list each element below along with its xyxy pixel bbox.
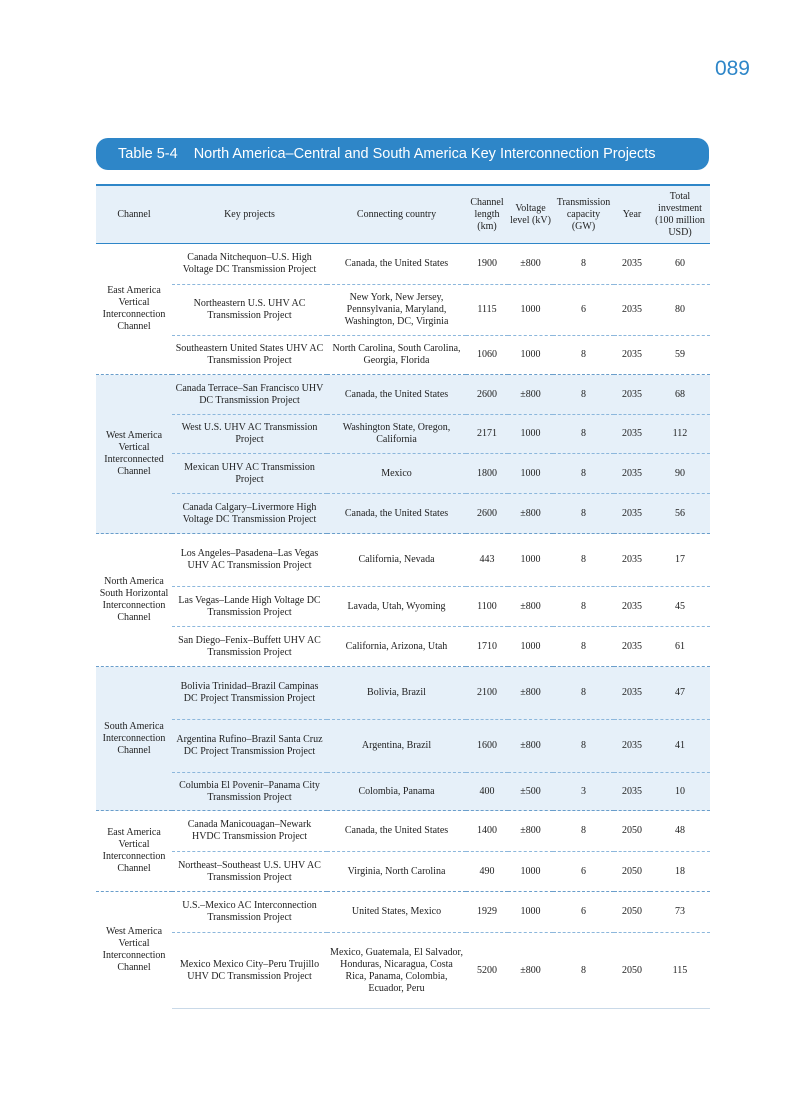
length-cell: 1710 [466,627,508,667]
length-cell: 2600 [466,375,508,415]
country-cell: Canada, the United States [327,811,466,852]
country-cell: Canada, the United States [327,244,466,285]
investment-cell: 68 [650,375,710,415]
year-cell: 2035 [614,336,650,375]
length-cell: 1115 [466,285,508,336]
country-cell: Mexico [327,454,466,494]
project-cell: West U.S. UHV AC Transmission Project [172,415,327,454]
country-cell: North Carolina, South Carolina, Georgia, Florida [327,336,466,375]
table-row [96,494,710,534]
capacity-cell: 8 [553,933,614,1009]
voltage-cell: ±800 [508,667,553,720]
channel-cell: East America Vertical Interconnection Channel [96,244,172,375]
voltage-cell: ±800 [508,494,553,534]
table-row [96,627,710,667]
table-row [96,285,710,336]
length-cell: 1900 [466,244,508,285]
project-cell: Northeast–Southeast U.S. UHV AC Transmission Project [172,852,327,892]
header-year: Year [622,208,642,220]
projects-table [96,184,710,1009]
country-cell: Bolivia, Brazil [327,667,466,720]
voltage-cell: 1000 [508,285,553,336]
country-cell: Canada, the United States [327,375,466,415]
investment-cell: 112 [650,415,710,454]
year-cell: 2050 [614,811,650,852]
project-cell: U.S.–Mexico AC Interconnection Transmission Project [172,892,327,933]
investment-cell: 61 [650,627,710,667]
country-cell: Argentina, Brazil [327,720,466,773]
year-cell: 2035 [614,454,650,494]
country-cell: Virginia, North Carolina [327,852,466,892]
project-cell: Mexican UHV AC Transmission Project [172,454,327,494]
capacity-cell: 8 [553,494,614,534]
project-cell: Canada Nitchequon–U.S. High Voltage DC Transmission Project [172,244,327,285]
investment-cell: 80 [650,285,710,336]
capacity-cell: 8 [553,454,614,494]
investment-cell: 60 [650,244,710,285]
country-cell: Mexico, Guatemala, El Salvador, Honduras, Nicaragua, Costa Rica, Panama, Colombia, Ecuador, Peru [327,933,466,1009]
voltage-cell: 1000 [508,627,553,667]
country-cell: California, Arizona, Utah [327,627,466,667]
length-cell: 2171 [466,415,508,454]
investment-cell: 115 [650,933,710,1009]
country-cell: California, Nevada [327,534,466,587]
capacity-cell: 8 [553,336,614,375]
project-cell: Argentina Rufino–Brazil Santa Cruz DC Project Transmission Project [172,720,327,773]
table-header-row [96,185,710,244]
page-number: 089 [714,57,750,80]
channel-cell: West America Vertical Interconnected Channel [96,375,172,534]
voltage-cell: ±800 [508,811,553,852]
length-cell: 490 [466,852,508,892]
voltage-cell: ±800 [508,933,553,1009]
header-transmission-capacity: Transmission capacity (GW) [556,196,611,232]
capacity-cell: 8 [553,587,614,627]
length-cell: 5200 [466,933,508,1009]
project-cell: Northeastern U.S. UHV AC Transmission Project [172,285,327,336]
length-cell: 2100 [466,667,508,720]
investment-cell: 73 [650,892,710,933]
voltage-cell: ±800 [508,375,553,415]
year-cell: 2035 [614,720,650,773]
year-cell: 2035 [614,415,650,454]
year-cell: 2035 [614,534,650,587]
table-row [96,773,710,811]
investment-cell: 56 [650,494,710,534]
capacity-cell: 8 [553,811,614,852]
capacity-cell: 6 [553,892,614,933]
channel-cell: West America Vertical Interconnection Channel [96,892,172,1009]
length-cell: 400 [466,773,508,811]
capacity-cell: 6 [553,852,614,892]
voltage-cell: 1000 [508,454,553,494]
table-row [96,852,710,892]
table-number: Table 5-4 [118,146,178,162]
table-row [96,811,710,852]
capacity-cell: 8 [553,534,614,587]
project-cell: Canada Calgary–Livermore High Voltage DC Transmission Project [172,494,327,534]
table-row [96,336,710,375]
table-row [96,534,710,587]
length-cell: 1060 [466,336,508,375]
channel-cell: South America Interconnection Channel [96,667,172,811]
year-cell: 2050 [614,933,650,1009]
project-cell: Columbia El Povenir–Panama City Transmission Project [172,773,327,811]
capacity-cell: 3 [553,773,614,811]
channel-cell: East America Vertical Interconnection Channel [96,811,172,892]
table-row [96,587,710,627]
length-cell: 1800 [466,454,508,494]
length-cell: 1929 [466,892,508,933]
project-cell: Las Vegas–Lande High Voltage DC Transmission Project [172,587,327,627]
country-cell: Canada, the United States [327,494,466,534]
header-key-projects: Key projects [224,208,275,220]
length-cell: 1100 [466,587,508,627]
project-cell: Southeastern United States UHV AC Transmission Project [172,336,327,375]
year-cell: 2035 [614,667,650,720]
table-row [96,415,710,454]
table-row [96,720,710,773]
length-cell: 2600 [466,494,508,534]
voltage-cell: 1000 [508,415,553,454]
table-row [96,454,710,494]
header-total-investment: Total investment (100 million USD) [655,190,705,238]
voltage-cell: 1000 [508,892,553,933]
investment-cell: 48 [650,811,710,852]
investment-cell: 17 [650,534,710,587]
voltage-cell: ±500 [508,773,553,811]
header-channel-length: Channel length (km) [470,196,504,232]
header-connecting-country: Connecting country [356,208,437,220]
investment-cell: 47 [650,667,710,720]
project-cell: San Diego–Fenix–Buffett UHV AC Transmission Project [172,627,327,667]
capacity-cell: 8 [553,720,614,773]
table-row [96,667,710,720]
year-cell: 2035 [614,375,650,415]
year-cell: 2035 [614,627,650,667]
header-voltage-level: Voltage level (kV) [510,202,551,226]
header-channel: Channel [117,208,151,220]
project-cell: Canada Terrace–San Francisco UHV DC Transmission Project [172,375,327,415]
table-row [96,375,710,415]
capacity-cell: 8 [553,415,614,454]
country-cell: Lavada, Utah, Wyoming [327,587,466,627]
channel-cell: North America South Horizontal Interconnection Channel [96,534,172,667]
length-cell: 443 [466,534,508,587]
investment-cell: 10 [650,773,710,811]
voltage-cell: ±800 [508,587,553,627]
year-cell: 2035 [614,244,650,285]
table-title-bar [96,138,709,170]
capacity-cell: 8 [553,244,614,285]
country-cell: United States, Mexico [327,892,466,933]
capacity-cell: 6 [553,285,614,336]
year-cell: 2035 [614,773,650,811]
table-row [96,244,710,285]
capacity-cell: 8 [553,627,614,667]
table-row [96,892,710,933]
voltage-cell: ±800 [508,244,553,285]
year-cell: 2035 [614,285,650,336]
capacity-cell: 8 [553,667,614,720]
country-cell: Washington State, Oregon, California [327,415,466,454]
voltage-cell: 1000 [508,852,553,892]
year-cell: 2035 [614,587,650,627]
project-cell: Bolivia Trinidad–Brazil Campinas DC Project Transmission Project [172,667,327,720]
length-cell: 1400 [466,811,508,852]
year-cell: 2050 [614,852,650,892]
table-row [96,933,710,1009]
investment-cell: 90 [650,454,710,494]
year-cell: 2035 [614,494,650,534]
investment-cell: 45 [650,587,710,627]
investment-cell: 59 [650,336,710,375]
length-cell: 1600 [466,720,508,773]
project-cell: Los Angeles–Pasadena–Las Vegas UHV AC Transmission Project [172,534,327,587]
country-cell: Colombia, Panama [327,773,466,811]
year-cell: 2050 [614,892,650,933]
investment-cell: 41 [650,720,710,773]
project-cell: Canada Manicouagan–Newark HVDC Transmission Project [172,811,327,852]
project-cell: Mexico Mexico City–Peru Trujillo UHV DC Transmission Project [172,933,327,1009]
investment-cell: 18 [650,852,710,892]
voltage-cell: ±800 [508,720,553,773]
voltage-cell: 1000 [508,534,553,587]
table-title: North America–Central and South America Key Interconnection Projects [193,146,656,162]
country-cell: New York, New Jersey, Pennsylvania, Maryland, Washington, DC, Virginia [327,285,466,336]
voltage-cell: 1000 [508,336,553,375]
capacity-cell: 8 [553,375,614,415]
